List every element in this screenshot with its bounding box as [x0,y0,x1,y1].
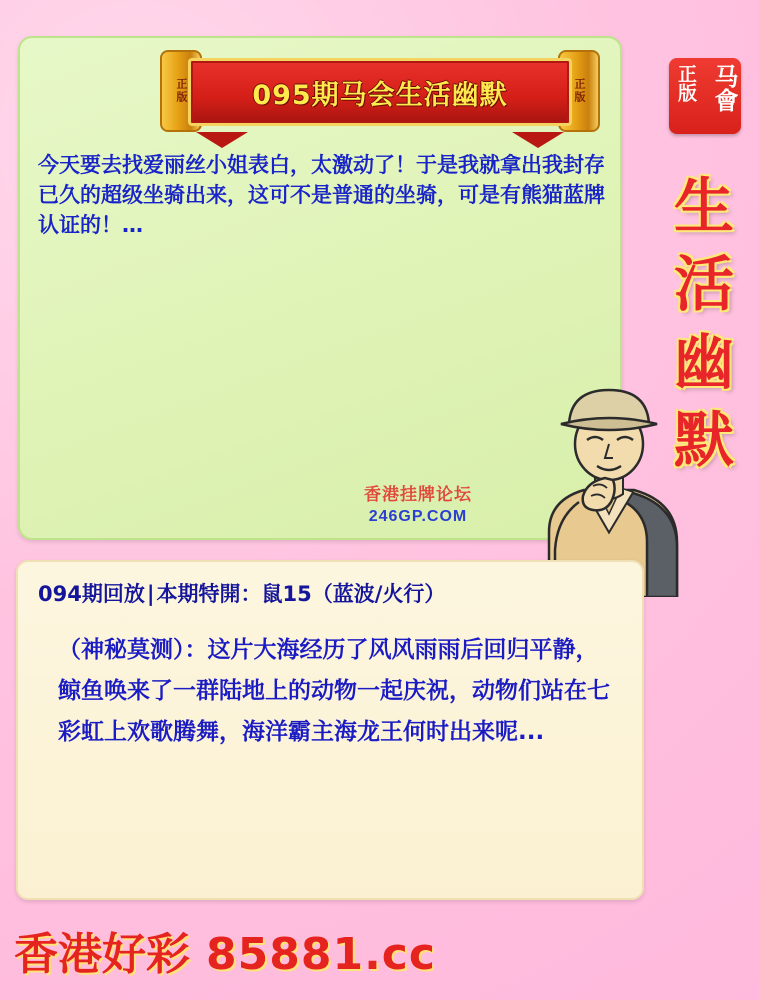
joke-text: 今天要去找爱丽丝小姐表白，太激动了！于是我就拿出我封存已久的超级坐骑出来，这可不是普通的坐骑，可是有熊猫蓝牌认证的！… [38,153,605,237]
recall-issue-label: 094期回放 [38,582,145,606]
recall-poem-text: （神秘莫测）：这片大海经历了风风雨雨后回归平静，鲸鱼唤来了一群陆地上的动物一起庆祝，动物们站在七彩虹上欢歌腾舞，海洋霸主海龙王何时出来呢... [58,637,610,745]
banner-roller-left-label: 正版 [175,78,187,104]
watermark-en: 246GP.COM [368,508,468,525]
side-char-1: 生 [674,172,734,242]
recall-header [38,578,638,608]
footer-brand: 香港好彩 [14,929,190,980]
footer-url: 85881.cc [206,929,436,980]
stamp-left-text: 正版 [674,64,697,102]
stamp-right-text: 马會 [710,64,738,112]
banner-title: 095期马会生活幽默 [252,79,508,111]
side-char-3: 幽 [674,328,734,398]
title-banner [160,44,600,134]
recall-result-value: 鼠15（蓝波/火行） [261,582,446,606]
watermark [318,480,518,526]
official-stamp [669,58,741,134]
recall-result-label: 本期特開： [156,582,262,606]
watermark-cn: 香港挂牌论坛 [364,485,472,505]
footer [14,918,436,982]
banner-tail-right-icon [512,132,564,148]
banner-roller-right-label: 正版 [573,78,585,104]
banner-ribbon [188,58,572,126]
side-char-4: 默 [674,406,734,476]
recall-separator: | [146,582,155,606]
banner-tail-left-icon [196,132,248,148]
side-char-2: 活 [674,250,734,320]
